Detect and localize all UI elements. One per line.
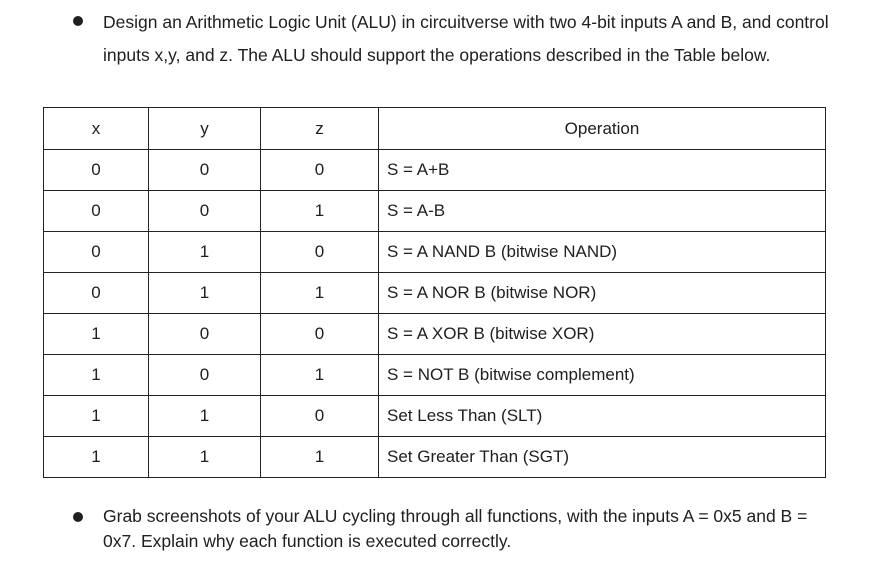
cell-z: 1 <box>261 273 379 314</box>
table-header-row <box>44 108 826 150</box>
footer-paragraph: Grab screenshots of your ALU cycling through all functions, with the inputs A = 0x5 and B = 0x7. Explain why each function is executed correctly. <box>103 506 808 551</box>
cell-z: 0 <box>261 232 379 273</box>
cell-operation: Set Greater Than (SGT) <box>379 437 826 478</box>
cell-x: 1 <box>44 396 149 437</box>
cell-y: 1 <box>149 396 261 437</box>
cell-z: 0 <box>261 150 379 191</box>
cell-z: 1 <box>261 191 379 232</box>
cell-x: 0 <box>44 150 149 191</box>
cell-x: 0 <box>44 273 149 314</box>
bullet-icon <box>73 16 83 26</box>
cell-y: 0 <box>149 355 261 396</box>
cell-y: 0 <box>149 191 261 232</box>
table-row <box>44 232 826 273</box>
cell-operation: Set Less Than (SLT) <box>379 396 826 437</box>
header-x: x <box>44 108 149 150</box>
cell-z: 0 <box>261 314 379 355</box>
cell-x: 1 <box>44 437 149 478</box>
header-z: z <box>261 108 379 150</box>
table-row <box>44 150 826 191</box>
cell-operation: S = A NAND B (bitwise NAND) <box>379 232 826 273</box>
header-y: y <box>149 108 261 150</box>
table-row <box>44 314 826 355</box>
table-row <box>44 191 826 232</box>
intro-paragraph: Design an Arithmetic Logic Unit (ALU) in circuitverse with two 4-bit inputs A and B, and control inputs x,y, and z. The ALU should support the operations described in the Table below. <box>103 12 829 65</box>
table-row <box>44 437 826 478</box>
bullet-icon <box>73 512 83 522</box>
header-operation: Operation <box>379 108 826 150</box>
cell-x: 0 <box>44 191 149 232</box>
cell-operation: S = A-B <box>379 191 826 232</box>
cell-operation: S = A+B <box>379 150 826 191</box>
table-row <box>44 355 826 396</box>
cell-y: 1 <box>149 437 261 478</box>
cell-y: 1 <box>149 232 261 273</box>
cell-z: 1 <box>261 355 379 396</box>
operations-table <box>43 107 826 478</box>
cell-y: 0 <box>149 150 261 191</box>
cell-x: 1 <box>44 355 149 396</box>
cell-z: 1 <box>261 437 379 478</box>
cell-x: 0 <box>44 232 149 273</box>
cell-x: 1 <box>44 314 149 355</box>
cell-operation: S = A NOR B (bitwise NOR) <box>379 273 826 314</box>
cell-operation: S = A XOR B (bitwise XOR) <box>379 314 826 355</box>
cell-operation: S = NOT B (bitwise complement) <box>379 355 826 396</box>
table-row <box>44 396 826 437</box>
table-row <box>44 273 826 314</box>
cell-y: 1 <box>149 273 261 314</box>
cell-y: 0 <box>149 314 261 355</box>
cell-z: 0 <box>261 396 379 437</box>
